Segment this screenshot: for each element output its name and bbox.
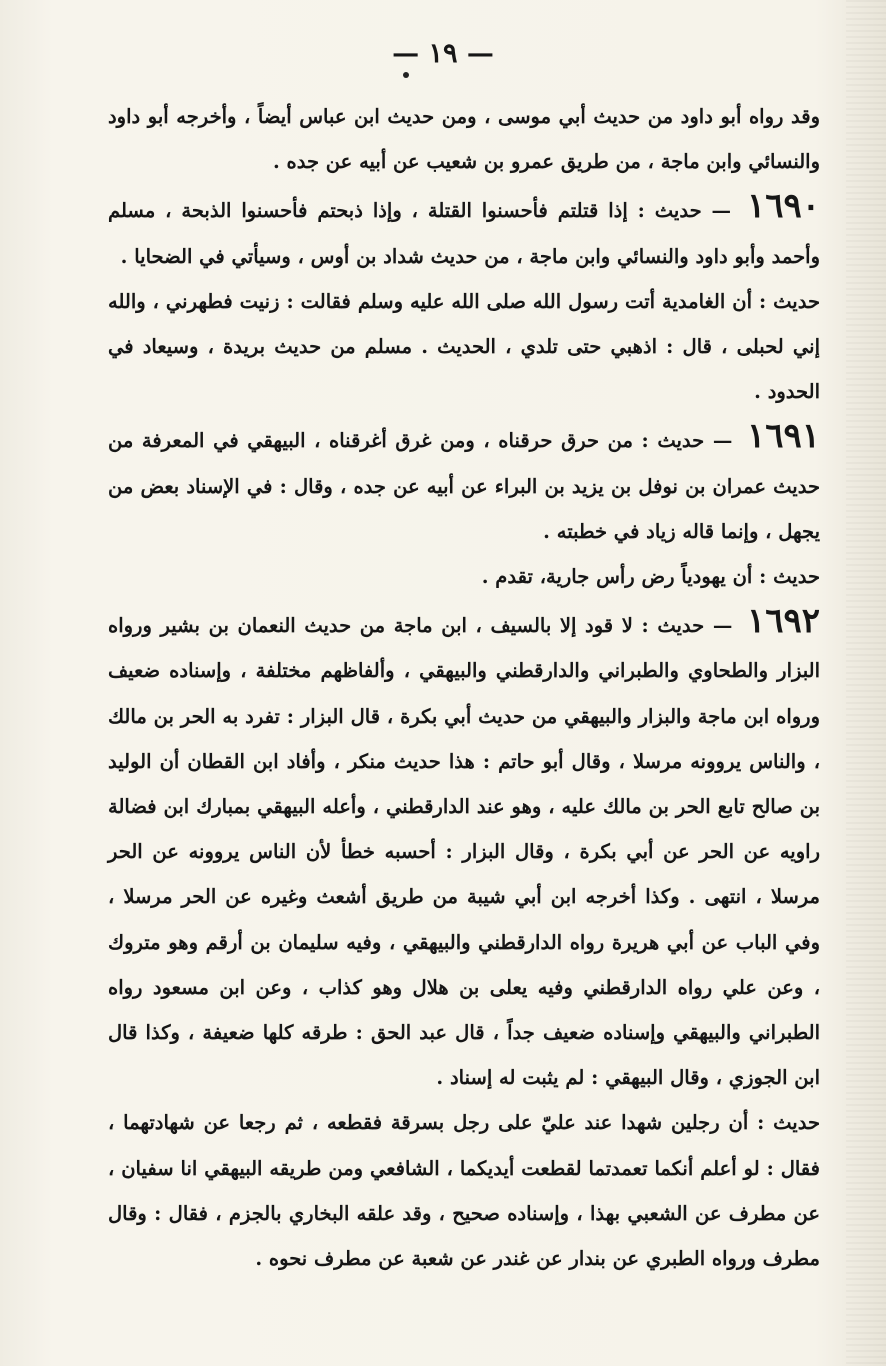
- paragraph-3: [108, 279, 820, 415]
- hadith-number: ١٦٩١: [746, 416, 820, 457]
- hadith-number: ١٦٩٢: [746, 601, 821, 642]
- page-edge-shadow: [846, 0, 886, 1366]
- paragraph-text: — حديث : لا قود إلا بالسيف ، ابن ماجة من حديث النعمان بن بشير ورواه البزار والطحاوي والطبراني والدارقطني والبيهقي ، وألفاظهم مختلفة ، وإسناده ضعيف ورواه ابن ماجة والبزار والبيهقي من حديث أبي بكرة ، قال البزار : تفرد به الحر بن مالك ، والناس يروونه مرسلا ، وقال أبو حاتم : هذا حديث منكر ، وأفاد ابن القطان أن الوليد بن صالح تابع الحر بن مالك عليه ، وهو عند الدارقطني ، وأعله البيهقي بمبارك ابن فضالة راويه عن الحر عن أبي بكرة ، وقال البزار : أحسبه خطأ لأن الناس يروونه عن الحر مرسلا ، انتهى . وكذا أخرجه ابن أبي شيبة من طريق أشعث وغيره عن الحر مرسلا ، وفي الباب عن أبي هريرة رواه الدارقطني والبيهقي ، وفيه سليمان بن أرقم وهو متروك ، وعن علي رواه الدارقطني وفيه يعلى بن هلال وهو كذاب ، وعن ابن مسعود رواه الطبراني والبيهقي وإسناده ضعيف جداً ، قال عبد الحق : طرقه كلها ضعيفة ، وكذا قال ابن الجوزي ، وقال البيهقي : لم يثبت له إسناد .: [108, 614, 820, 1090]
- paragraph-1: [108, 94, 820, 184]
- page-body: [108, 94, 820, 1281]
- paragraph-text: حديث : أن الغامدية أتت رسول الله صلى الله عليه وسلم فقالت : زنيت فطهرني ، والله إني لحبلى ، قال : اذهبي حتى تلدي ، الحديث . مسلم من حديث بريدة ، وسيعاد في الحدود .: [108, 289, 820, 404]
- paragraph-1691: [108, 414, 820, 554]
- paragraph-text: — حديث : إذا قتلتم فأحسنوا القتلة ، وإذا ذبحتم فأحسنوا الذبحة ، مسلم وأحمد وأبو داود والنسائي وابن ماجة ، من حديث شداد بن أوس ، وسيأتي في الضحايا .: [108, 199, 820, 268]
- paragraph-7: [108, 1100, 820, 1281]
- paragraph-text: حديث : أن رجلين شهدا عند عليّ على رجل بسرقة فقطعه ، ثم رجعا عن شهادتهما ، فقال : لو أعلم أنكما تعمدتما لقطعت أيديكما ، الشافعي ومن طريقه البيهقي انا سفيان ، عن مطرف عن الشعبي بهذا ، وإسناده صحيح ، وقد علقه البخاري بالجزم ، فقال : وقال مطرف ورواه الطبري عن بندار عن غندر عن شعبة عن مطرف نحوه .: [108, 1111, 820, 1271]
- paragraph-5: [108, 554, 820, 599]
- paragraph-text: — حديث : من حرق حرقناه ، ومن غرق أغرقناه ، البيهقي في المعرفة من حديث عمران بن نوفل بن يزيد بن البراء عن أبيه عن جده ، وقال : في الإسناد بعض من يجهل ، وإنما قاله زياد في خطبته .: [108, 429, 820, 543]
- paragraph-text: حديث : أن يهودياً رض رأس جارية، تقدم .: [481, 565, 820, 589]
- paragraph-1690: [108, 184, 820, 278]
- header-dot: [403, 72, 409, 78]
- paragraph-text: وقد رواه أبو داود من حديث أبي موسى ، ومن حديث ابن عباس أيضاً ، وأخرجه أبو داود والنسائي وابن ماجة ، من طريق عمرو بن شعيب عن أبيه عن جده .: [108, 105, 820, 174]
- paragraph-1692: [108, 599, 820, 1100]
- page-number: — ١٩ —: [392, 38, 494, 69]
- hadith-number: ١٦٩٠: [746, 186, 820, 227]
